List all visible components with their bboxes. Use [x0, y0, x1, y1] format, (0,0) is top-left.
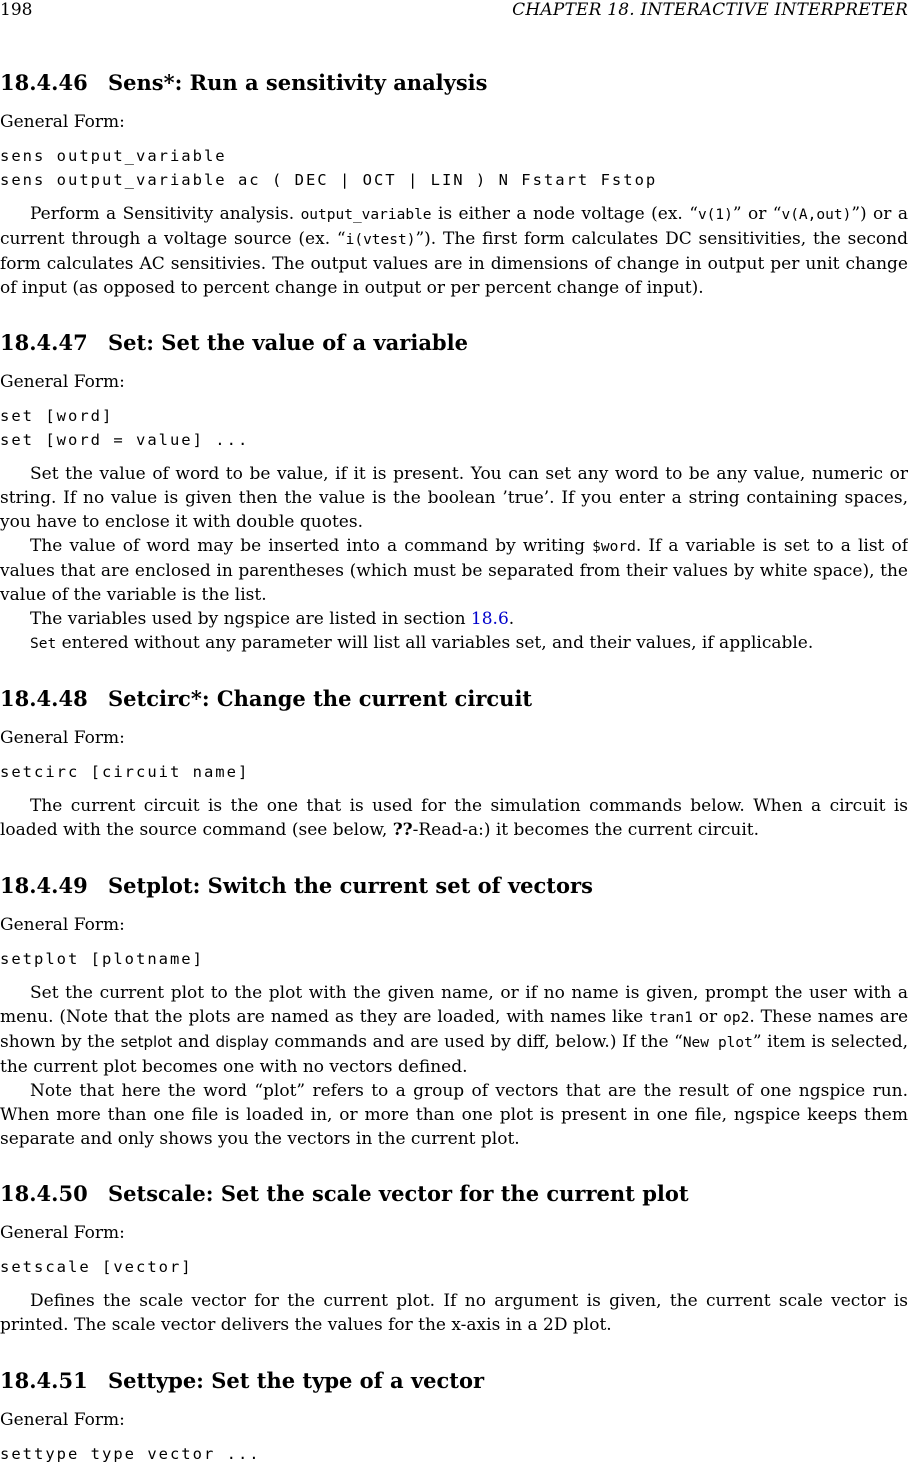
text-run: Perform a Sensitivity analysis.	[30, 204, 301, 224]
section-heading	[0, 1179, 908, 1209]
inline-code: v(A,out)	[781, 207, 852, 223]
inline-code: i(vtest)	[345, 232, 416, 248]
general-form-label: General Form:	[0, 915, 125, 935]
general-form-label: General Form:	[0, 1223, 125, 1243]
code-line: settype type vector ...	[0, 1445, 261, 1463]
paragraph	[0, 607, 908, 631]
section-title: Set: Set the value of a variable	[108, 330, 468, 355]
inline-code: New plot	[682, 1035, 753, 1051]
general-form-label: General Form:	[0, 112, 125, 132]
section-number: 18.4.51	[0, 1368, 88, 1393]
section-sens	[0, 68, 908, 300]
text-run: -Read-a:) it becomes the current circuit.	[412, 820, 759, 840]
section-title: Setscale: Set the scale vector for the current plot	[108, 1181, 689, 1206]
section-settype	[0, 1366, 908, 1466]
text-run: is either a node voltage (ex. “	[431, 204, 698, 224]
paragraph	[0, 794, 908, 842]
section-number: 18.4.48	[0, 686, 88, 711]
code-line: setscale [vector]	[0, 1258, 193, 1276]
section-link[interactable]: 18.6	[470, 609, 509, 629]
section-number: 18.4.50	[0, 1181, 88, 1206]
code-line: setcirc [circuit name]	[0, 763, 250, 781]
section-heading	[0, 684, 908, 714]
inline-code: v(1)	[697, 207, 733, 223]
code-line: set [word = value] ...	[0, 431, 250, 449]
section-title: Sens*: Run a sensitivity analysis	[108, 70, 488, 95]
section-heading	[0, 328, 908, 358]
paragraph: Set the value of word to be value, if it is present. You can set any word to be any value, numeric or string. If no value is given then the value is the boolean ’true’. If you enter a string containing spaces, you have to enclose it with double quotes.	[0, 464, 908, 532]
page-number: 198	[0, 0, 33, 20]
text-run: The current circuit is the one that is used for the simulation commands below. When a circuit is loaded with the source command (see below,	[0, 796, 908, 840]
section-number: 18.4.49	[0, 873, 88, 898]
text-run: .	[508, 609, 515, 629]
command-name: setplot	[120, 1033, 173, 1051]
code-line: sens output_variable	[0, 147, 227, 165]
section-setscale	[0, 1179, 908, 1337]
paragraph	[0, 534, 908, 607]
section-number: 18.4.47	[0, 330, 88, 355]
section-number: 18.4.46	[0, 70, 88, 95]
text-run: commands and are used by diff, below.) If the “	[268, 1032, 683, 1052]
paragraph: Note that here the word “plot” refers to a group of vectors that are the result of one ngspice run. When more than one file is loaded in, or more than one plot is present in one file, ngspice keeps them separate and only shows you the vectors in the current plot.	[0, 1081, 908, 1149]
paragraph: Defines the scale vector for the current plot. If no argument is given, the current scale vector is printed. The scale vector delivers the values for the x-axis in a 2D plot.	[0, 1291, 908, 1335]
text-run: ” or “	[732, 204, 782, 224]
section-setplot	[0, 871, 908, 1151]
text-run: Set the current plot to the plot with the given name, or if no name is given, prompt the user with a menu. (Note that the plots are named as they are loaded, with names like	[0, 983, 908, 1027]
general-form-label: General Form:	[0, 372, 125, 392]
paragraph	[0, 631, 908, 656]
text-run: and	[172, 1032, 216, 1052]
section-heading	[0, 1366, 908, 1396]
paragraph	[0, 202, 908, 300]
running-head: CHAPTER 18. INTERACTIVE INTERPRETER	[512, 0, 908, 20]
general-form-label: General Form:	[0, 728, 125, 748]
paragraph	[0, 981, 908, 1079]
command-name: display	[215, 1033, 269, 1051]
text-run: entered without any parameter will list all variables set, and their values, if applicable.	[56, 633, 814, 653]
section-setcirc	[0, 684, 908, 842]
section-title: Settype: Set the type of a vector	[108, 1368, 485, 1393]
inline-code: op2	[723, 1010, 750, 1026]
text-run: ”) or a current through a voltage source (ex. “	[0, 204, 908, 249]
code-line: sens output_variable ac ( DEC | OCT | LIN ) N Fstart Fstop	[0, 171, 658, 189]
text-run: . If a variable is set to a list of values that are enclosed in parentheses (which must be separated from their values by white space), the value of the variable is the list.	[0, 536, 908, 605]
inline-code: $word	[592, 539, 636, 555]
code-line: set [word]	[0, 407, 114, 425]
inline-code: tran1	[649, 1010, 693, 1026]
section-heading	[0, 871, 908, 901]
section-title: Setplot: Switch the current set of vectors	[108, 873, 593, 898]
section-title: Setcirc*: Change the current circuit	[108, 686, 533, 711]
inline-code: Set	[30, 636, 57, 652]
unresolved-reference: ??	[392, 820, 413, 840]
text-run: or	[692, 1007, 724, 1027]
inline-code: output_variable	[300, 207, 432, 223]
text-run: ”). The first form calculates DC sensitivities, the second form calculates AC sensitivies. The output values are in dimensions of change in output per unit change of input (as opposed to percent change in output or per percent change of input).	[0, 229, 908, 298]
text-run: . These names are shown by the	[0, 1007, 908, 1052]
section-heading	[0, 68, 908, 98]
general-form-label: General Form:	[0, 1410, 125, 1430]
text-run: ” item is selected, the current plot becomes one with no vectors defined.	[0, 1032, 908, 1077]
code-line: setplot [plotname]	[0, 950, 204, 968]
section-set	[0, 328, 908, 656]
text-run: The value of word may be inserted into a command by writing	[30, 536, 593, 556]
text-run: The variables used by ngspice are listed in section	[30, 609, 471, 629]
